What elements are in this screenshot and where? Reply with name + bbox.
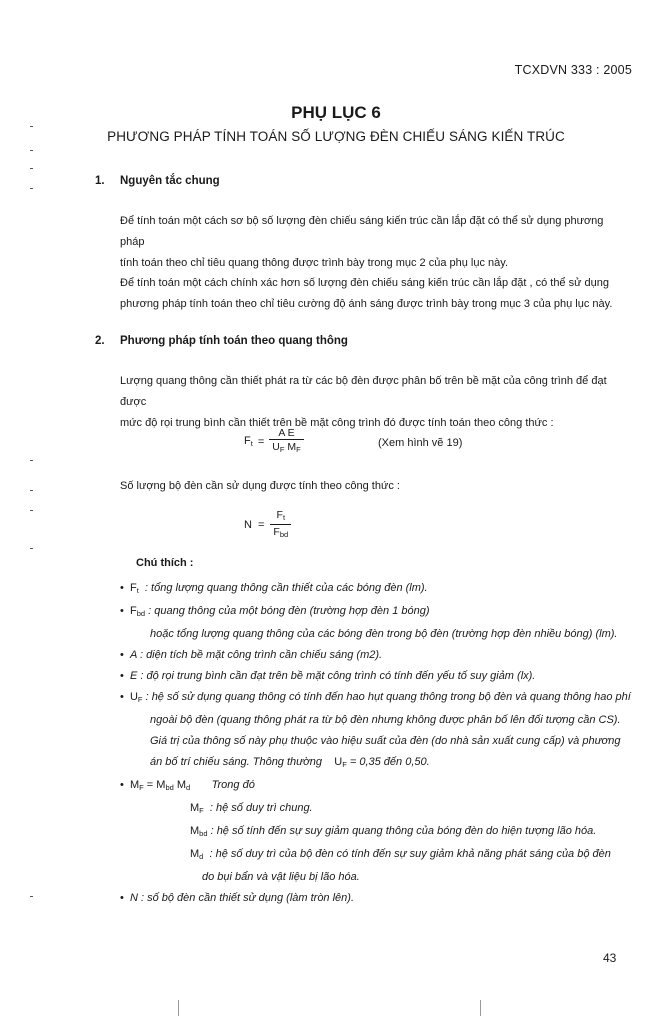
text-line: mức độ rọi trung bình cần thiết trên bề mặt công trình đó được tính toán theo công thức : xyxy=(120,417,554,429)
note-item: • $F_{bd}$ : quang thông của một bóng đèn (trường hợp đèn 1 bóng) xyxy=(120,605,430,618)
formula-lhs: $F_t$ xyxy=(244,435,253,448)
margin-mark xyxy=(30,490,33,491)
note-subitem: $M_F$ : hệ số duy trì chung. xyxy=(190,802,313,815)
fraction-numerator: A E xyxy=(278,427,295,439)
margin-mark xyxy=(30,896,33,897)
page-number: 43 xyxy=(603,951,617,965)
margin-mark xyxy=(30,460,33,461)
note-continuation: Giá trị của thông số này phụ thuộc vào hiệu suất của đèn (do nhà sản xuất cung cấp) và phương xyxy=(150,735,621,747)
text-line: Lượng quang thông cần thiết phát ra từ các bộ đèn được phân bố trên bề mặt của công trình để đạt được xyxy=(120,375,607,408)
fraction-denominator: $F_{bd}$ xyxy=(270,524,291,541)
note-continuation: do bụi bẩn và vật liệu bị lão hóa. xyxy=(202,871,360,883)
note-item: • N : số bộ đèn cần thiết sử dụng (làm tròn lên). xyxy=(120,892,355,904)
page-title: PHỤ LỤC 6 xyxy=(291,103,381,122)
note-continuation: án bố trí chiếu sáng. Thông thường $U_F = 0,35$ đến 0,50. xyxy=(150,756,430,769)
margin-mark xyxy=(30,188,33,189)
formula-equals: = xyxy=(257,519,265,531)
note-continuation: ngoài bộ đèn (quang thông phát ra từ bộ đèn nhưng không được phân bố lên đối tượng cần CS). xyxy=(150,714,621,726)
formula-lhs: N xyxy=(244,519,252,531)
note-item: • $U_F$ : hệ số sử dụng quang thông có tính đến hao hụt quang thông trong bộ đèn và quang thông hao phí xyxy=(120,691,631,704)
formula-lamp-count xyxy=(244,509,291,541)
note-item: • $F_t$ : tổng lượng quang thông cần thiết của các bóng đèn (lm). xyxy=(120,582,428,595)
formula-fraction xyxy=(269,427,303,456)
note-subitem: $M_d$ : hệ số duy trì của bộ đèn có tính đến sự suy giảm khả năng phát sáng của bộ đèn xyxy=(190,848,611,861)
note-item: • $M_F = M_{bd}$ $M_d$ Trong đó xyxy=(120,779,255,792)
note-subitem: $M_{bd}$ : hệ số tính đến sự suy giảm quang thông của bóng đèn do hiện tượng lão hóa. xyxy=(190,825,597,838)
paragraph xyxy=(120,211,630,274)
formula-luminous-flux xyxy=(244,427,304,456)
trim-line xyxy=(480,1000,481,1016)
notes-list xyxy=(120,578,640,909)
paragraph: Số lượng bộ đèn cần sử dụng được tính theo công thức : xyxy=(120,480,400,492)
formula-equals: = xyxy=(257,435,265,448)
section-number: 2. xyxy=(95,335,105,347)
text-line: phương pháp tính toán theo chỉ tiêu cường độ ánh sáng được trình bày trong mục 3 của phụ lục này. xyxy=(120,298,613,310)
section-heading: Nguyên tắc chung xyxy=(120,175,220,187)
section-heading: Phương pháp tính toán theo quang thông xyxy=(120,335,348,347)
margin-mark xyxy=(30,168,33,169)
text-line: tính toán theo chỉ tiêu quang thông được trình bày trong mục 2 của phụ lục này. xyxy=(120,257,509,269)
text-line: Để tính toán một cách chính xác hơn số lượng đèn chiếu sáng kiến trúc cần lắp đặt , có thể sử dụng xyxy=(120,277,610,289)
formula-reference: (Xem hình vẽ 19) xyxy=(378,437,463,449)
trim-line xyxy=(178,1000,179,1016)
paragraph xyxy=(120,273,630,315)
paragraph xyxy=(120,371,630,434)
text-line: Để tính toán một cách sơ bộ số lượng đèn chiếu sáng kiến trúc cần lắp đặt có thể sử dụng phương pháp xyxy=(120,215,604,248)
notes-heading: Chú thích : xyxy=(136,557,194,569)
margin-mark xyxy=(30,150,33,151)
page-subtitle: PHƯƠNG PHÁP TÍNH TOÁN SỐ LƯỢNG ĐÈN CHIẾU SÁNG KIẾN TRÚC xyxy=(107,129,565,144)
note-item: • E : độ rọi trung bình cần đạt trên bề mặt công trình có tính đến yếu tố suy giảm (lx). xyxy=(120,670,536,682)
margin-mark xyxy=(30,126,33,127)
note-continuation: hoặc tổng lượng quang thông của các bóng đèn trong bộ đèn (trường hợp đèn nhiều bóng) (lm). xyxy=(150,628,618,640)
document-code: TCXDVN 333 : 2005 xyxy=(514,63,632,77)
section-number: 1. xyxy=(95,175,105,187)
margin-mark xyxy=(30,510,33,511)
note-item: • A : diện tích bề mặt công trình cần chiếu sáng (m2). xyxy=(120,649,383,661)
fraction-denominator: $U_F$ $M_F$ xyxy=(269,439,303,456)
margin-mark xyxy=(30,548,33,549)
fraction-numerator: $F_t$ xyxy=(276,509,286,522)
formula-fraction xyxy=(270,509,291,541)
